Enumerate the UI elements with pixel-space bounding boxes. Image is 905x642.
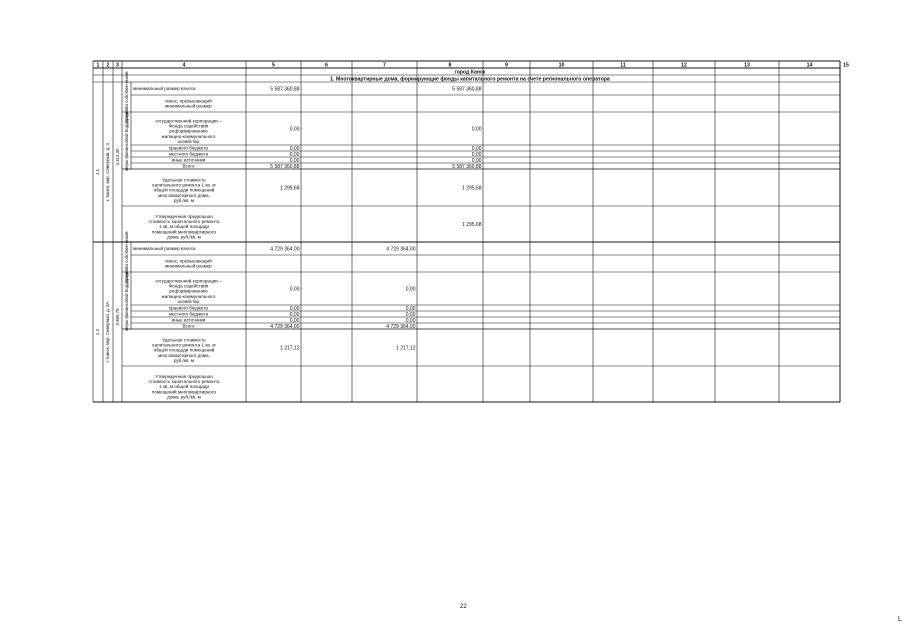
table-text: г. Канск, мкр. Северный, д. 5А xyxy=(105,301,110,363)
table-text: 9 xyxy=(505,62,508,69)
table-text: 5 587 360,88 xyxy=(452,163,482,170)
table-text: иные источники xyxy=(171,317,206,323)
table-text: 0,00 xyxy=(289,151,300,158)
table-text: 4 729 364,00 xyxy=(270,323,300,330)
table-text: 0,00 xyxy=(405,305,416,312)
table-text: 1 295,68 xyxy=(280,185,300,192)
table-text: 8 xyxy=(448,62,452,69)
page-number: 22 xyxy=(460,604,467,610)
table-text: средства собствен-ников xyxy=(124,71,129,123)
table-text: 10 xyxy=(558,62,565,69)
table-text: 5 587 360,88 xyxy=(270,163,300,170)
table-text: 4 729 364,00 xyxy=(270,246,300,253)
table-text: 15 xyxy=(843,62,849,69)
table-text: 1 xyxy=(96,62,100,69)
table-text: 11 xyxy=(620,62,626,69)
table-text: 0,00 xyxy=(289,311,300,318)
table-text: 0,00 xyxy=(405,317,416,324)
table-text: г. Канск, мкр. Северный, д. 3 xyxy=(105,142,110,202)
table-text: местного бюджета xyxy=(168,151,209,157)
table-text: 5 587 360,88 xyxy=(452,86,482,93)
table-text: Удельная стоимость капитального ремонта 1 кв. м общей площади помещений многоквартирного дома, руб./кв. м xyxy=(152,177,216,204)
table-text: 0,00 xyxy=(289,317,300,324)
table-text: город Канск xyxy=(454,69,486,76)
table-text: 0,00 xyxy=(471,126,482,133)
table-text: 1 217,12 xyxy=(396,345,416,352)
table-text: государственной корпорации – Фонда содействия реформированию жилищно-коммунального хозяйства xyxy=(155,118,222,145)
table-text: 12 xyxy=(681,62,687,69)
table-text: 0,00 xyxy=(405,286,416,293)
table-text: 7 xyxy=(383,62,386,69)
table-text: 13 xyxy=(744,62,750,69)
table-text: 4 729 364,00 xyxy=(386,323,416,330)
table-text: 0,00 xyxy=(289,286,300,293)
corner-mark: L xyxy=(898,616,902,623)
table-text: краевого бюджета xyxy=(169,145,208,151)
table-text: 1. Многоквартирные дома, формирующие фонды капитального ремонта на счете регионального оператора xyxy=(330,76,610,83)
table-text: Удельная стоимость капитального ремонта 1 кв. м общей площади помещений многоквартирного дома, руб./кв. м xyxy=(152,337,216,364)
table-text: Утвержденная предельная стоимость капитального ремонта 1 кв. м общей площади помещений многоквартирного дома, руб./кв. м xyxy=(148,213,220,240)
table-text: иные источники xyxy=(171,157,206,163)
table-text: 0,00 xyxy=(289,157,300,164)
table-text: 6 xyxy=(325,62,328,69)
table-text: Всего xyxy=(182,163,195,169)
table-text: 5 xyxy=(272,62,275,69)
table-text: 1 217,12 xyxy=(280,345,300,352)
table-text: 5 587 360,88 xyxy=(270,86,300,93)
table-text: 0,00 xyxy=(289,305,300,312)
table-text: краевого бюджета xyxy=(169,305,208,311)
table-text: 0,00 xyxy=(289,145,300,152)
table-text: 2 xyxy=(106,62,110,69)
table-text: местного бюджета xyxy=(168,311,209,317)
table-text: Всего xyxy=(182,323,195,329)
table-text: 1.2 xyxy=(95,328,100,336)
table-text: 0,00 xyxy=(471,157,482,164)
table-text: 1 295,68 xyxy=(462,185,482,192)
table-text: средства собствен-ников xyxy=(124,231,129,283)
table-text: 14 xyxy=(806,62,813,69)
table-text: меры финансовой поддержки xyxy=(124,110,129,171)
table-text: меры финансовой поддержки xyxy=(124,270,129,331)
table-text: 0,00 xyxy=(471,145,482,152)
table-text: Утвержденная предельная стоимость капитального ремонта 1 кв. м общей площади помещений многоквартирного дома, руб./кв. м xyxy=(148,373,220,400)
table-text: минимальный размер взноса xyxy=(133,86,196,92)
table-text: 4 312,30 xyxy=(115,148,120,166)
table-text: минимальный размер взноса xyxy=(133,246,196,252)
table-text: 4 729 364,00 xyxy=(386,246,416,253)
table-text: 3 xyxy=(116,62,119,69)
table-text: 0,00 xyxy=(471,151,482,158)
table-text: 0,00 xyxy=(289,126,300,133)
table-text: государственной корпорации – Фонда содействия реформированию жилищно-коммунального хозяйства xyxy=(155,278,222,305)
table-text: взнос, превышающий минимальный размер xyxy=(165,98,212,109)
table-text: 4 xyxy=(182,62,186,69)
table-text: взнос, превышающий минимальный размер xyxy=(165,258,212,269)
table-text: 1 295,68 xyxy=(462,221,482,228)
table-text: 0,00 xyxy=(405,311,416,318)
table-text: 3 885,70 xyxy=(115,308,120,326)
table-text: 1.1 xyxy=(95,168,100,176)
